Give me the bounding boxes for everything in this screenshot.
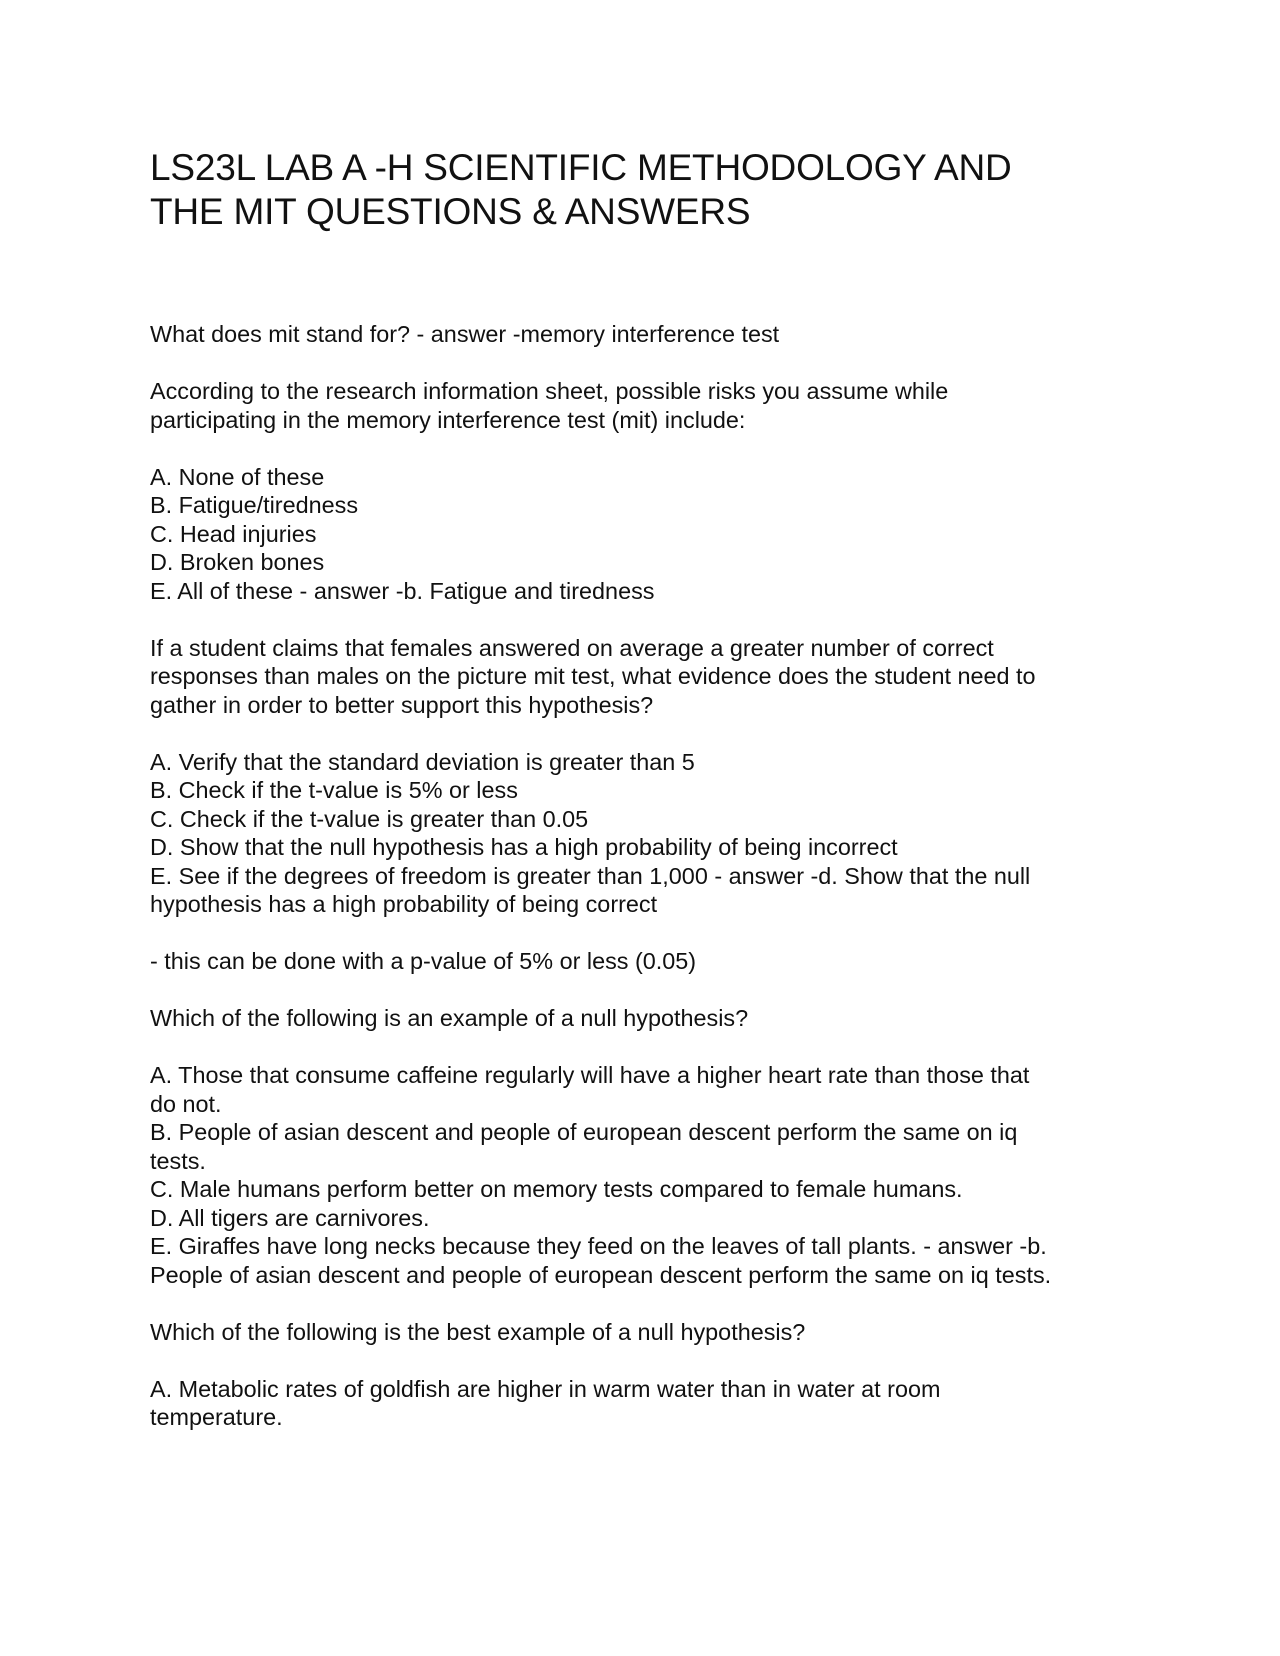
note-block — [150, 947, 1150, 976]
title-line: THE MIT QUESTIONS & ANSWERS — [150, 191, 751, 232]
text-line: responses than males on the picture mit test, what evidence does the student need to — [150, 663, 1036, 689]
question-block — [150, 320, 1150, 349]
option-line: hypothesis has a high probability of being correct — [150, 891, 658, 917]
options-block — [150, 1375, 1150, 1432]
option-line: B. People of asian descent and people of european descent perform the same on iq — [150, 1119, 1018, 1145]
options-block — [150, 463, 1150, 606]
text-line: According to the research information sheet, possible risks you assume while — [150, 378, 949, 404]
option-line: E. See if the degrees of freedom is greater than 1,000 - answer -d. Show that the null — [150, 862, 1031, 889]
option-line: B. Check if the t-value is 5% or less — [150, 777, 518, 803]
option-line: C. Male humans perform better on memory tests compared to female humans. — [150, 1176, 963, 1202]
option-line: D. Broken bones — [150, 549, 325, 575]
question-block — [150, 377, 1150, 434]
text-line: - this can be done with a p-value of 5% or less (0.05) — [150, 948, 697, 974]
option-line: People of asian descent and people of european descent perform the same on iq tests. — [150, 1261, 1052, 1288]
option-line: A. None of these — [150, 463, 325, 490]
text-line: Which of the following is an example of a null hypothesis? — [150, 1005, 749, 1031]
option-line: A. Verify that the standard deviation is greater than 5 — [150, 748, 695, 775]
option-line: A. Metabolic rates of goldfish are higher in warm water than in water at room — [150, 1375, 941, 1402]
text-line: participating in the memory interference test (mit) include: — [150, 406, 746, 433]
option-line: C. Check if the t-value is greater than 0.05 — [150, 805, 589, 832]
option-line: A. Those that consume caffeine regularly will have a higher heart rate than those that — [150, 1062, 1030, 1088]
option-line: D. Show that the null hypothesis has a high probability of being incorrect — [150, 834, 898, 860]
options-block — [150, 748, 1150, 919]
question-block — [150, 1004, 1150, 1033]
options-block — [150, 1061, 1150, 1289]
option-line: tests. — [150, 1147, 206, 1174]
text-line: gather in order to better support this hypothesis? — [150, 691, 654, 718]
question-block — [150, 634, 1150, 720]
option-line: E. All of these - answer -b. Fatigue and tiredness — [150, 577, 655, 604]
option-line: do not. — [150, 1090, 222, 1117]
option-line: C. Head injuries — [150, 520, 317, 547]
option-line: E. Giraffes have long necks because they feed on the leaves of tall plants. - answer -b. — [150, 1233, 1047, 1259]
text-line: Which of the following is the best example of a null hypothesis? — [150, 1318, 806, 1345]
question-block — [150, 1318, 1150, 1347]
document-page — [150, 146, 1150, 1460]
document-title — [150, 146, 1150, 234]
text-line: What does mit stand for? - answer -memory interference test — [150, 321, 780, 347]
option-line: temperature. — [150, 1404, 283, 1430]
text-line: If a student claims that females answered on average a greater number of correct — [150, 634, 994, 661]
option-line: D. All tigers are carnivores. — [150, 1204, 430, 1231]
title-line: LS23L LAB A -H SCIENTIFIC METHODOLOGY AND — [150, 147, 1012, 188]
option-line: B. Fatigue/tiredness — [150, 492, 359, 518]
